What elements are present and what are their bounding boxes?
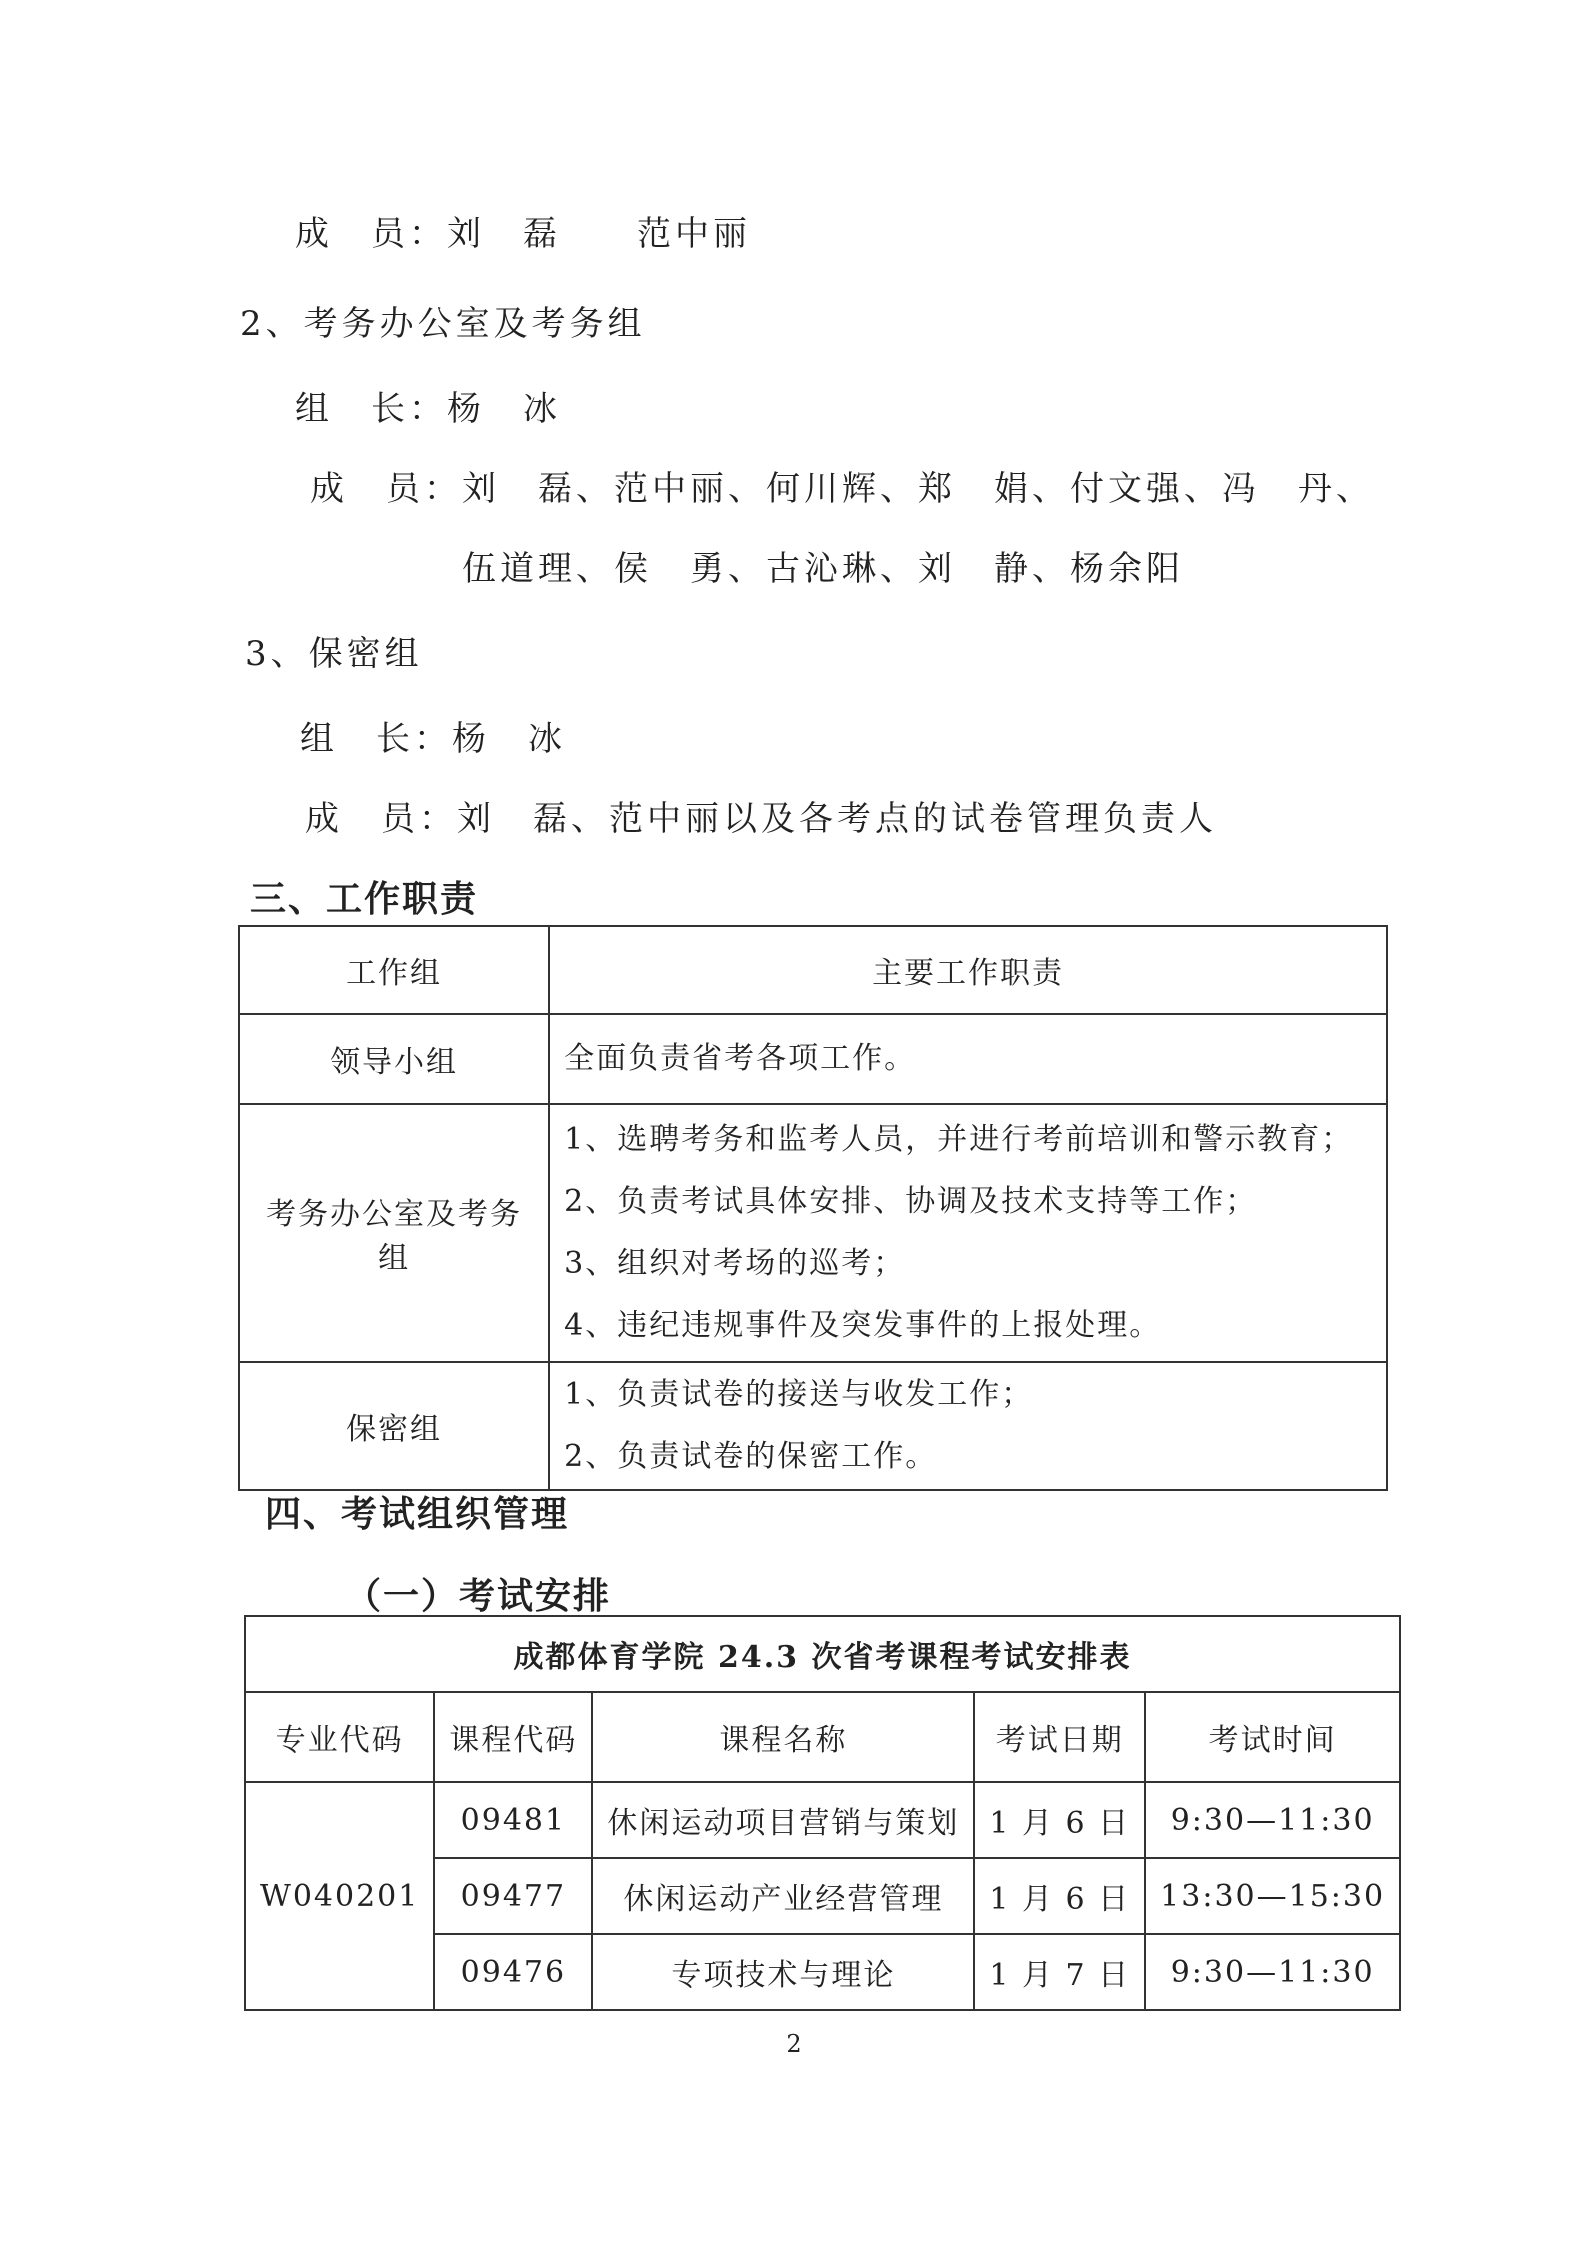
header-major-code: 专业代码 (245, 1692, 434, 1782)
exam-time-cell: 9:30—11:30 (1145, 1934, 1400, 2010)
security-group-members: 成 员：刘 磊、范中丽以及各考点的试卷管理负责人 (305, 799, 1217, 839)
duty-item: 3、组织对考场的巡考； (564, 1246, 906, 1281)
committee-members-line: 成 员：刘 磊 范中丽 (295, 214, 751, 254)
exam-office-members-cont: 伍道理、侯 勇、古沁琳、刘 静、杨余阳 (462, 549, 1184, 589)
course-name-cell: 专项技术与理论 (592, 1934, 974, 2010)
exam-row (245, 1782, 1400, 1858)
duties-group-cell: 考务办公室及考务组 (239, 1104, 549, 1362)
duties-row-security (239, 1362, 1387, 1490)
course-name-cell: 休闲运动项目营销与策划 (592, 1782, 974, 1858)
duties-cell (549, 1014, 1387, 1104)
exam-date-cell: 1 月 6 日 (974, 1782, 1145, 1858)
page-number: 2 (786, 2030, 802, 2058)
duties-cell (549, 1362, 1387, 1490)
duties-cell (549, 1104, 1387, 1362)
exam-header-row (245, 1692, 1400, 1782)
header-course-name: 课程名称 (592, 1692, 974, 1782)
exam-time-cell: 9:30—11:30 (1145, 1782, 1400, 1858)
header-course-code: 课程代码 (434, 1692, 592, 1782)
duties-row-exam-office (239, 1104, 1387, 1362)
subsection-1-heading: （一）考试安排 (345, 1576, 612, 1617)
duty-item: 1、负责试卷的接送与收发工作； (564, 1377, 1034, 1412)
exam-date-cell: 1 月 6 日 (974, 1858, 1145, 1934)
duty-item: 1、选聘考务和监考人员，并进行考前培训和警示教育； (564, 1122, 1354, 1157)
header-exam-time: 考试时间 (1145, 1692, 1400, 1782)
course-name-cell: 休闲运动产业经营管理 (592, 1858, 974, 1934)
course-code-cell: 09476 (434, 1934, 592, 2010)
exam-caption-row (245, 1616, 1400, 1692)
security-group-leader: 组 长：杨 冰 (300, 719, 566, 759)
duties-header-duties: 主要工作职责 (549, 926, 1387, 1014)
header-exam-date: 考试日期 (974, 1692, 1145, 1782)
exam-date-cell: 1 月 7 日 (974, 1934, 1145, 2010)
duties-row-leadership (239, 1014, 1387, 1104)
duties-header-group: 工作组 (239, 926, 549, 1014)
exam-schedule-table (244, 1615, 1401, 2011)
course-code-cell: 09481 (434, 1782, 592, 1858)
duties-header-row (239, 926, 1387, 1014)
security-group-title: 3、保密组 (245, 634, 423, 674)
course-code-cell: 09477 (434, 1858, 592, 1934)
duties-table (238, 925, 1388, 1491)
duties-group-cell: 保密组 (239, 1362, 549, 1490)
section-3-heading: 三、工作职责 (250, 879, 479, 920)
duty-item: 全面负责省考各项工作。 (564, 1041, 917, 1076)
exam-office-leader: 组 长：杨 冰 (295, 389, 561, 429)
duty-item: 4、违纪违规事件及突发事件的上报处理。 (564, 1308, 1162, 1343)
exam-office-members: 成 员：刘 磊、范中丽、何川辉、郑 娟、付文强、冯 丹、 (310, 469, 1374, 509)
duties-group-cell: 领导小组 (239, 1014, 549, 1104)
exam-office-title: 2、考务办公室及考务组 (240, 304, 646, 344)
duty-item: 2、负责考试具体安排、协调及技术支持等工作； (564, 1184, 1258, 1219)
exam-table-caption: 成都体育学院 24.3 次省考课程考试安排表 (245, 1616, 1400, 1692)
section-4-heading: 四、考试组织管理 (265, 1494, 570, 1535)
exam-time-cell: 13:30—15:30 (1145, 1858, 1400, 1934)
duty-item: 2、负责试卷的保密工作。 (564, 1439, 938, 1474)
major-code-cell: W040201 (245, 1782, 434, 2010)
